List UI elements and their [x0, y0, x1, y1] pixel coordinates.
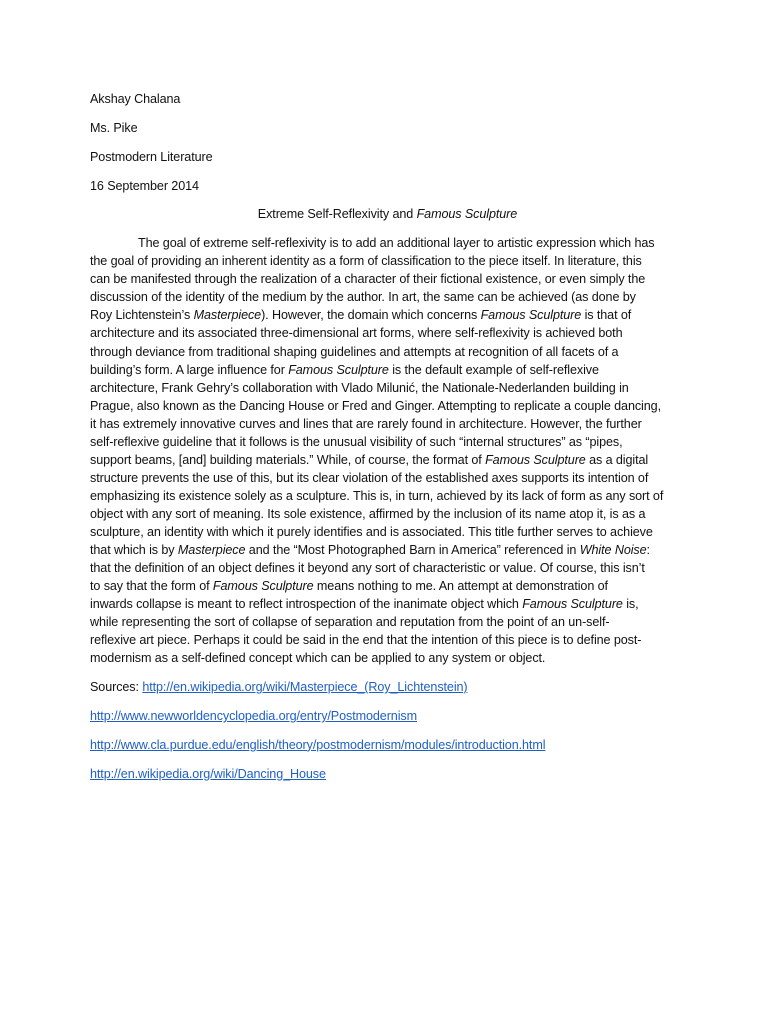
sources-line-3	[90, 736, 685, 754]
italic-title-ref: Famous Sculpture	[212, 579, 314, 594]
text-run: that the definition of an object defines it beyond any sort of characteristic or value. Of course, this isn’t	[90, 561, 645, 576]
source-link-masterpiece[interactable]: http://en.wikipedia.org/wiki/Masterpiece_(Roy_Lichtenstein)	[142, 680, 468, 695]
text-run: it has extremely innovative curves and lines that are rarely found in architecture. However, the further	[90, 416, 642, 431]
text-run: can be manifested through the realization of a character of their fictional existence, or even simply the	[90, 272, 646, 287]
text-run: that which is by	[90, 543, 178, 558]
text-run: through deviance from traditional shaping guidelines and attempts at recognition of all facets of a	[90, 344, 619, 359]
paragraph-line	[90, 559, 685, 577]
text-run: sculpture, an identity with which it purely identifies and is associated. This title further serves to achieve	[90, 524, 653, 539]
paragraph-line	[90, 631, 685, 649]
text-run: means nothing to me. An attempt at demonstration of	[313, 579, 608, 594]
text-run: as a digital	[585, 452, 649, 467]
text-run: The goal of extreme self-reflexivity is to add an additional layer to artistic expression which has	[138, 236, 655, 251]
italic-title-ref: White Noise	[579, 543, 647, 558]
sources-line-2	[90, 707, 685, 725]
text-run: building’s form. A large influence for	[90, 362, 289, 377]
paragraph-line	[90, 523, 685, 541]
text-run: is,	[622, 597, 639, 612]
italic-title-ref: Famous Sculpture	[288, 362, 389, 377]
text-run: :	[646, 543, 650, 558]
paragraph-line	[90, 415, 685, 433]
text-run: structure prevents the use of this, but its clear violation of the established axes supports its intention of	[90, 470, 649, 485]
sources-line	[90, 678, 685, 696]
paragraph-line	[90, 487, 685, 505]
text-run: Roy Lichtenstein’s	[90, 308, 194, 323]
essay-body-paragraph	[90, 234, 685, 667]
text-run: reflexive art piece. Perhaps it could be said in the end that the intention of this piece is to define post-	[90, 633, 642, 648]
author-name: Akshay Chalana	[90, 92, 181, 106]
teacher-name: Ms. Pike	[90, 120, 138, 135]
paragraph-line	[90, 577, 685, 595]
paragraph-line	[90, 649, 685, 667]
document-content	[90, 90, 685, 794]
paragraph-line	[90, 469, 685, 487]
text-run: discussion of the identity of the medium by the author. In art, the same can be achieved (as done by	[90, 290, 636, 305]
paragraph-line	[90, 343, 685, 361]
text-run: architecture and its associated three-dimensional art forms, where self-reflexivity is achieved both	[90, 326, 623, 341]
paragraph-line	[90, 613, 685, 631]
text-run: self-reflexive guideline that it follows is the unusual visibility of such “internal structures” as “pipes,	[90, 434, 623, 449]
text-run: support beams, [and] building materials.” While, of course, the format of	[90, 452, 486, 467]
essay-title	[90, 205, 685, 223]
text-run: while representing the sort of collapse of separation and reputation from the point of an un-self-	[90, 615, 610, 630]
paragraph-line	[90, 252, 685, 270]
sources-label: Sources:	[90, 680, 143, 695]
text-run: inwards collapse is meant to reflect introspection of the inanimate object which	[90, 597, 523, 612]
paragraph-line	[90, 361, 685, 379]
essay-title-prefix: Extreme Self-Reflexivity and	[257, 207, 417, 222]
text-run: architecture, Frank Gehry’s collaboration with Vlado Milunić, the Nationale-Nederlanden building in	[90, 380, 629, 395]
italic-title-ref: Masterpiece	[193, 308, 262, 323]
paragraph-line	[90, 433, 685, 451]
text-run: the goal of providing an inherent identity as a form of classification to the piece itself. In literature, this	[90, 254, 642, 269]
text-run: ). However, the domain which concerns	[261, 308, 481, 323]
text-run: and the “Most Photographed Barn in America” referenced in	[245, 543, 580, 558]
paragraph-line	[90, 270, 685, 288]
sources-line-4	[90, 765, 685, 783]
text-run: object with any sort of meaning. Its sole existence, affirmed by the inclusion of its name atop it, is as a	[90, 506, 646, 521]
text-run: modernism as a self-defined concept which can be applied to any system or object.	[90, 651, 546, 666]
source-link-postmodernism-encyclopedia[interactable]: http://www.newworldencyclopedia.org/entry/Postmodernism	[90, 708, 417, 723]
paragraph-line	[90, 451, 685, 469]
document-date: 16 September 2014	[90, 178, 199, 193]
paragraph-line	[90, 324, 685, 342]
paragraph-line	[90, 397, 685, 415]
paragraph-line	[90, 379, 685, 397]
text-run: to say that the form of	[90, 579, 213, 594]
italic-title-ref: Famous Sculpture	[522, 597, 623, 612]
italic-title-ref: Famous Sculpture	[485, 452, 586, 467]
text-run: is that of	[581, 308, 632, 323]
source-link-purdue-postmodernism[interactable]: http://www.cla.purdue.edu/english/theory/postmodernism/modules/introduction.html	[90, 737, 546, 752]
italic-title-ref: Famous Sculpture	[480, 308, 582, 323]
paragraph-line	[90, 505, 685, 523]
paragraph-line	[90, 595, 685, 613]
course-name: Postmodern Literature	[90, 149, 213, 164]
text-run: is the default example of self-reflexive	[388, 362, 599, 377]
paragraph-line	[90, 306, 685, 324]
paragraph-line	[90, 288, 685, 306]
italic-title-ref: Masterpiece	[177, 543, 246, 558]
paragraph-line	[90, 541, 685, 559]
paragraph-line	[90, 234, 685, 252]
text-run: Prague, also known as the Dancing House or Fred and Ginger. Attempting to replicate a couple dancing,	[90, 398, 661, 413]
essay-title-italic: Famous Sculpture	[416, 207, 518, 222]
text-run: emphasizing its existence solely as a sculpture. This is, in turn, achieved by its lack of form as any sort of	[90, 488, 664, 503]
source-link-dancing-house[interactable]: http://en.wikipedia.org/wiki/Dancing_House	[90, 766, 326, 781]
